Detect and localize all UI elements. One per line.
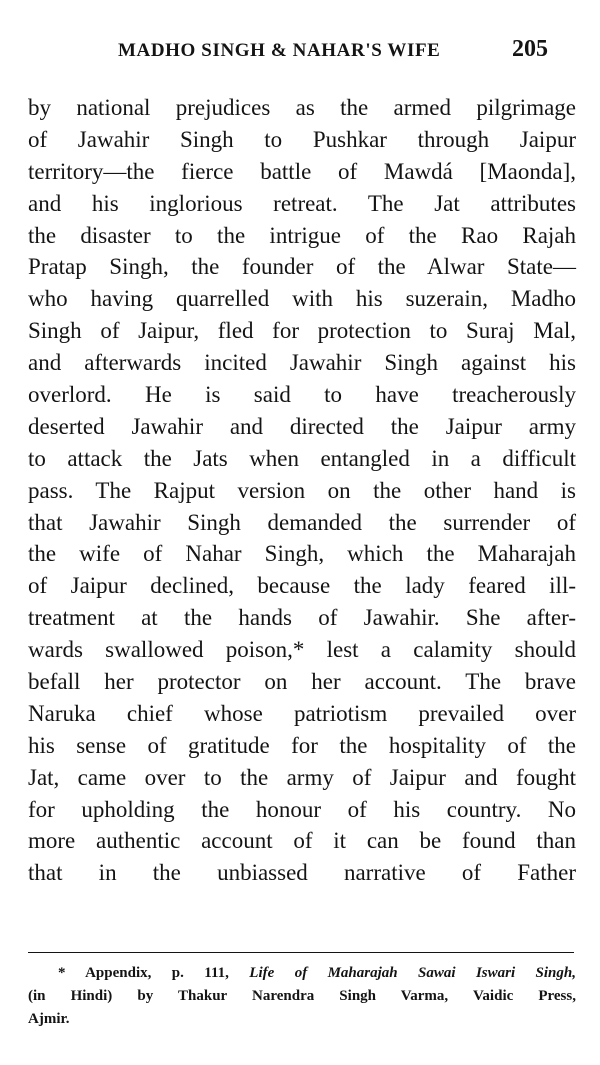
text-line: his sense of gratitude for the hospitality of the: [28, 732, 576, 758]
text-line: that Jawahir Singh demanded the surrender of: [28, 509, 576, 535]
footnote-line: (in Hindi) by Thakur Narendra Singh Varma, Vaidic Press,: [28, 988, 576, 1004]
text-line: who having quarrelled with his suzerain, Madho: [28, 286, 576, 312]
text-line: deserted Jawahir and directed the Jaipur army: [28, 413, 576, 439]
text-line: Naruka chief whose patriotism prevailed over: [28, 700, 576, 726]
text-line: by national prejudices as the armed pilgrimage: [28, 95, 576, 120]
footnote-line: Ajmir.: [28, 1011, 70, 1027]
text-line: befall her protector on her account. The brave: [28, 669, 576, 695]
running-title: MADHO SINGH & NAHAR'S WIFE: [118, 40, 441, 61]
text-line: of Jaipur declined, because the lady feared ill-: [28, 573, 576, 599]
text-line: the disaster to the intrigue of the Rao Rajah: [28, 222, 576, 248]
text-line: for upholding the honour of his country. No: [28, 796, 576, 822]
text-line: and his inglorious retreat. The Jat attributes: [28, 190, 576, 216]
text-line: territory—the fierce battle of Mawdá [Maonda],: [28, 158, 576, 184]
footnote: [28, 962, 576, 1031]
text-line: Jat, came over to the army of Jaipur and fought: [28, 764, 576, 790]
text-line: more authentic account of it can be found than: [28, 828, 576, 854]
text-line: pass. The Rajput version on the other hand is: [28, 477, 576, 503]
text-line: Pratap Singh, the founder of the Alwar State—: [28, 254, 576, 280]
footnote-divider: [28, 952, 574, 953]
text-line: the wife of Nahar Singh, which the Maharajah: [28, 541, 576, 567]
running-header: [118, 36, 548, 70]
footnote-book-title: Life of Maharajah Sawai Iswari Singh,: [249, 965, 576, 981]
body-text: [28, 92, 576, 889]
text-line: that in the unbiassed narrative of Father: [28, 860, 576, 886]
text-line: treatment at the hands of Jawahir. She after-: [28, 605, 576, 631]
page-number: 205: [512, 36, 548, 62]
footnote-prefix: Appendix, p. 111,: [85, 965, 250, 981]
footnote-line: [28, 962, 576, 985]
text-line: overlord. He is said to have treacherously: [28, 382, 576, 408]
text-line: to attack the Jats when entangled in a difficult: [28, 445, 576, 471]
footnote-marker: *: [58, 965, 66, 981]
text-line: Singh of Jaipur, fled for protection to Suraj Mal,: [28, 318, 576, 344]
text-line: of Jawahir Singh to Pushkar through Jaipur: [28, 126, 576, 152]
text-line: wards swallowed poison,* lest a calamity should: [28, 637, 576, 663]
text-line: and afterwards incited Jawahir Singh against his: [28, 350, 576, 376]
